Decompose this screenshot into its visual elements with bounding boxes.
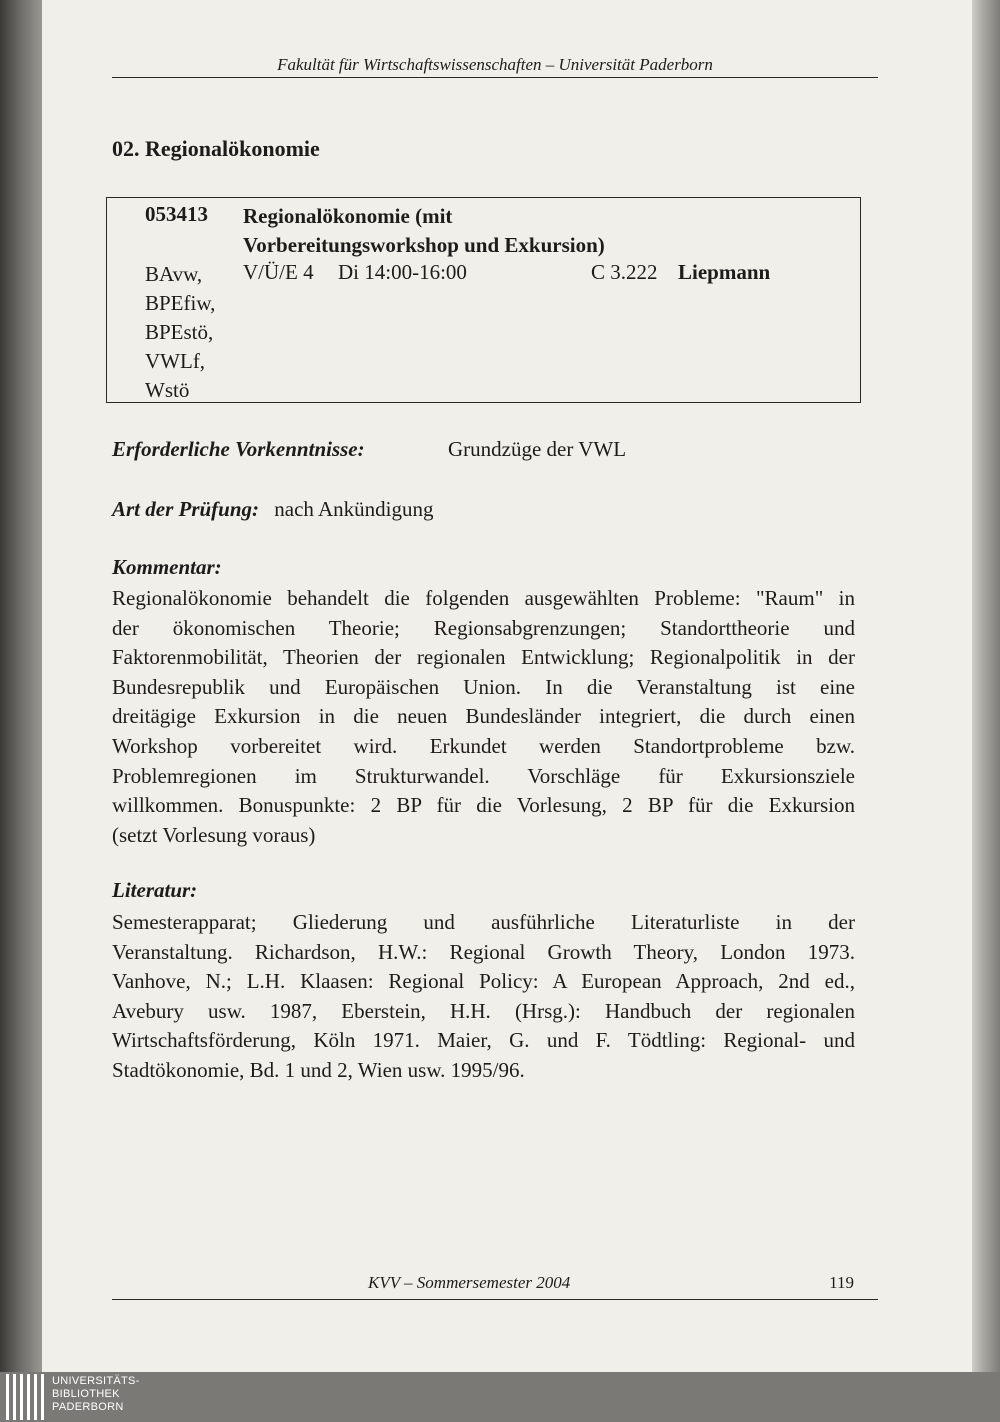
library-logo-icon [6, 1374, 46, 1420]
text-line: Veranstaltung. Richardson, H.W.: Regional Growth Theory, London 1973. [112, 939, 855, 964]
text-line: willkommen. Bonuspunkte: 2 BP für die Vorlesung, 2 BP für die Exkursion [112, 793, 855, 818]
course-info-box [106, 197, 861, 403]
text-line: Semesterapparat; Gliederung und ausführliche Literaturliste in der [112, 910, 855, 934]
library-logo-text [52, 1375, 140, 1414]
text-line: der ökonomischen Theorie; Regionsabgrenzungen; Standorttheorie und [112, 615, 855, 640]
text-line: Wirtschaftsförderung, Köln 1971. Maier, G. und F. Tödtling: Regional- und [112, 1028, 855, 1053]
course-number: 053413 [145, 202, 208, 226]
text-line: Regionalökonomie behandelt die folgenden ausgewählten Probleme: "Raum" in [112, 586, 855, 610]
library-logo-line: UNIVERSITÄTS- [52, 1375, 140, 1387]
page-number: 119 [829, 1273, 854, 1292]
study-program: Wstö [145, 378, 190, 402]
commentary-label: Kommentar: [112, 555, 222, 579]
text-line: Problemregionen im Strukturwandel. Vorschläge für Exkursionsziele [112, 763, 855, 788]
study-programs [145, 260, 215, 405]
study-program: VWLf, [145, 349, 206, 373]
prerequisites-label: Erforderliche Vorkenntnisse: [112, 437, 365, 461]
page-footer [112, 1273, 878, 1300]
library-logo-line: BIBLIOTHEK [52, 1388, 120, 1400]
library-logo-line: PADERBORN [52, 1401, 124, 1413]
text-line: Workshop vorbereitet wird. Erkundet werden Standortprobleme bzw. [112, 733, 855, 758]
course-title-line: Regionalökonomie (mit [243, 204, 453, 228]
course-lecturer: Liepmann [678, 260, 771, 284]
course-room: C 3.222 [591, 260, 658, 284]
text-line: dreitägige Exkursion in die neuen Bundesländer integriert, die durch einen [112, 704, 855, 729]
literature-text [112, 908, 855, 1086]
text-line: Stadtökonomie, Bd. 1 und 2, Wien usw. 1995/96. [112, 1057, 525, 1082]
study-program: BPEstö, [145, 320, 214, 344]
study-program: BPEfiw, [145, 291, 216, 315]
text-line: (setzt Vorlesung voraus) [112, 822, 316, 847]
study-program: BAvw, [145, 262, 203, 286]
course-time: Di 14:00-16:00 [338, 260, 467, 284]
exam-row [112, 497, 434, 522]
book-spine-left [0, 0, 42, 1372]
text-line: Faktorenmobilität, Theorien der regionalen Entwicklung; Regionalpolitik in der [112, 645, 855, 670]
text-line: Avebury usw. 1987, Eberstein, H.H. (Hrsg.): Handbuch der regionalen [112, 998, 855, 1023]
exam-label: Art der Prüfung: [112, 497, 260, 521]
course-type: V/Ü/E 4 [243, 260, 314, 284]
text-line: Bundesrepublik und Europäischen Union. In die Veranstaltung ist eine [112, 674, 855, 699]
section-title: 02. Regionalökonomie [112, 136, 320, 161]
prerequisites-label-row [112, 437, 365, 462]
course-title-line: Vorbereitungsworkshop und Exkursion) [243, 233, 605, 257]
footer-title: KVV – Sommersemester 2004 [368, 1273, 571, 1292]
course-title [243, 202, 605, 260]
text-line: Vanhove, N.; L.H. Klaasen: Regional Policy: A European Approach, 2nd ed., [112, 969, 855, 994]
library-banner [0, 1372, 1000, 1422]
commentary-text [112, 584, 855, 850]
book-spine-right [972, 0, 1000, 1372]
prerequisites-value: Grundzüge der VWL [448, 437, 627, 461]
literature-label: Literatur: [112, 878, 198, 902]
running-header: Fakultät für Wirtschaftswissenschaften – Universität Paderborn [112, 55, 878, 78]
exam-value: nach Ankündigung [274, 497, 434, 521]
